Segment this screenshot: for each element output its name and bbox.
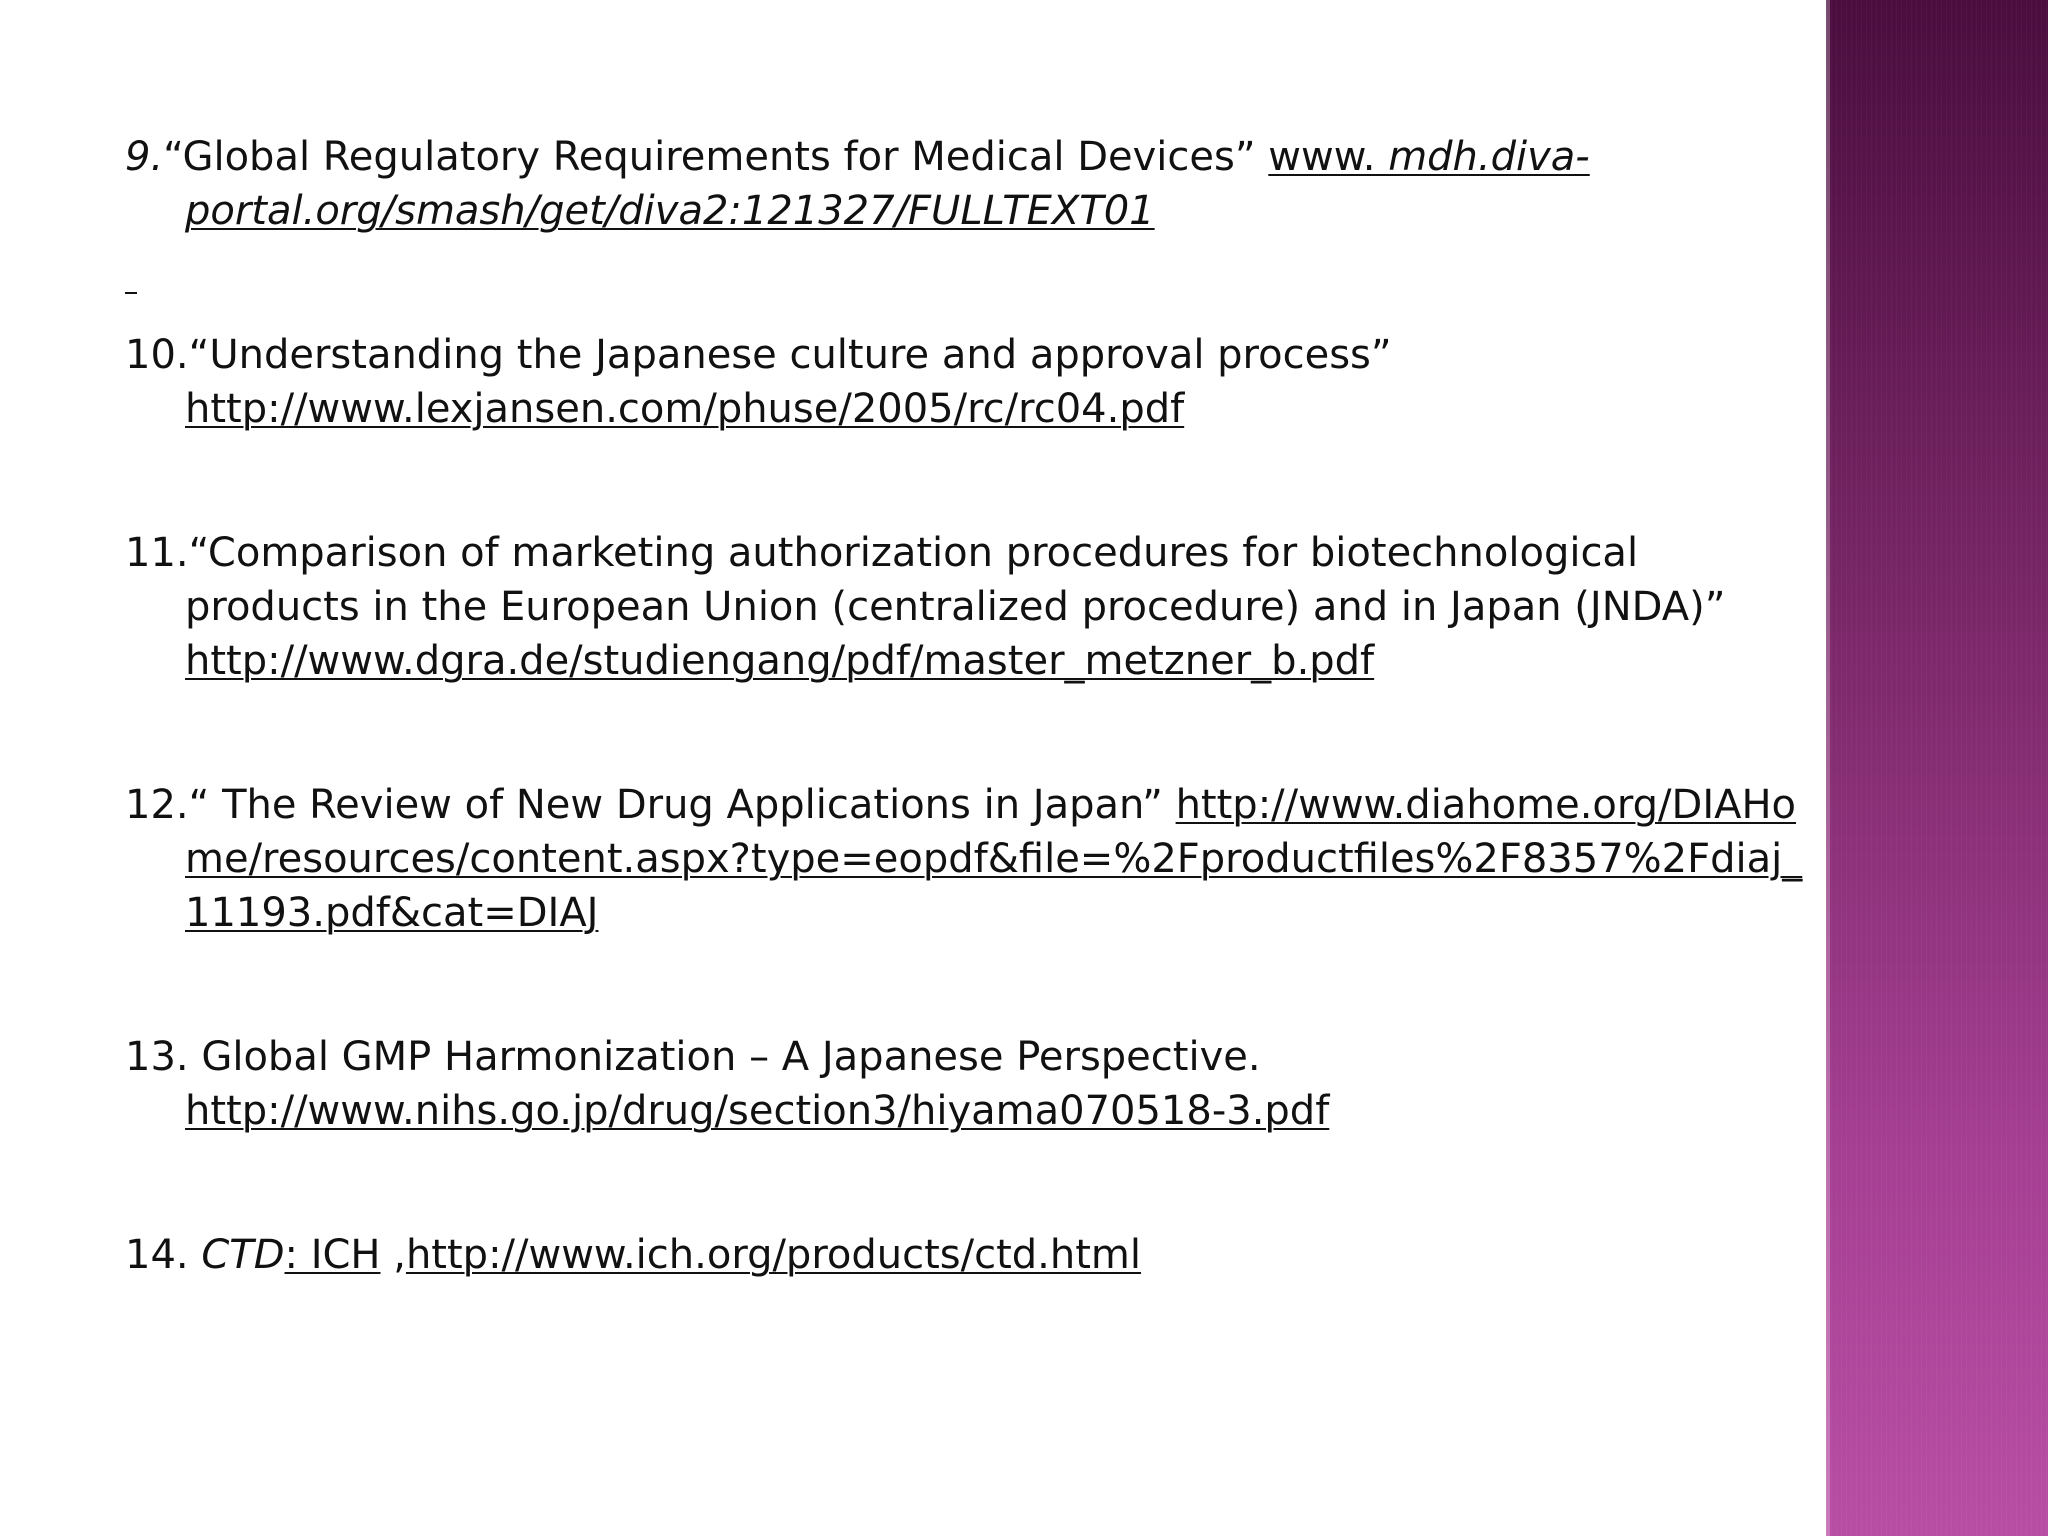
stray-underline-mark bbox=[125, 292, 137, 294]
reference-number: 12. bbox=[125, 782, 189, 828]
reference-title: “Comparison of marketing authorization procedures for biotechnological products in the European Union (centralized procedure) and in Japan (JNDA)” bbox=[185, 530, 1726, 630]
reference-link-11[interactable]: http://www.dgra.de/studiengang/pdf/master_metzner_b.pdf bbox=[185, 638, 1375, 684]
reference-title: CTD bbox=[201, 1232, 285, 1278]
reference-title: “Global Regulatory Requirements for Medical Devices” bbox=[163, 134, 1269, 180]
reference-item-14 bbox=[125, 1228, 1825, 1282]
reference-item-13 bbox=[125, 1030, 1825, 1138]
reference-link-9a[interactable]: www. bbox=[1268, 134, 1376, 180]
reference-link-14a[interactable]: : ICH bbox=[284, 1232, 381, 1278]
reference-number: 13. bbox=[125, 1034, 189, 1080]
reference-title: “ The Review of New Drug Applications in Japan” bbox=[188, 782, 1176, 828]
reference-separator: , bbox=[380, 1232, 406, 1278]
reference-number: 9. bbox=[125, 134, 164, 180]
reference-number: 10. bbox=[125, 332, 189, 378]
reference-link-10[interactable]: http://www.lexjansen.com/phuse/2005/rc/rc04.pdf bbox=[185, 386, 1185, 432]
reference-item-11 bbox=[125, 526, 1825, 688]
reference-number: 11. bbox=[125, 530, 189, 576]
reference-link-14[interactable]: http://www.ich.org/products/ctd.html bbox=[405, 1232, 1141, 1278]
reference-title: Global GMP Harmonization – A Japanese Perspective. bbox=[188, 1034, 1261, 1080]
reference-link-9b[interactable]: mdh.diva-portal.org/smash/get/diva2:121327/FULLTEXT01 bbox=[185, 134, 1590, 234]
decorative-side-bar bbox=[1826, 0, 2048, 1536]
reference-link-13[interactable]: http://www.nihs.go.jp/drug/section3/hiyama070518-3.pdf bbox=[185, 1088, 1330, 1134]
reference-number: 14. bbox=[125, 1232, 189, 1278]
reference-item-9 bbox=[125, 130, 1825, 238]
reference-title: “Understanding the Japanese culture and approval process” bbox=[188, 332, 1392, 378]
reference-item-10 bbox=[125, 328, 1825, 436]
reference-item-12 bbox=[125, 778, 1825, 940]
reference-link-12[interactable]: http://www.diahome.org/DIAHome/resources/content.aspx?type=eopdf&file=%2Fproductfiles%2F8357%2Fdiaj_11193.pdf&cat=DIAJ bbox=[185, 782, 1803, 936]
